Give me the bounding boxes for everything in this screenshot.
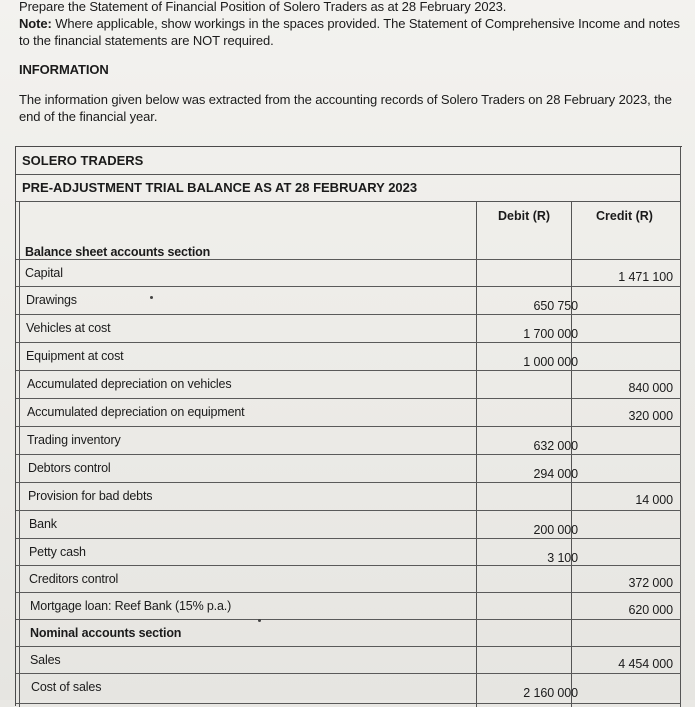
debit-amount: 200 000 (533, 523, 578, 537)
table-row (16, 371, 681, 399)
account-name: Cost of sales (31, 680, 102, 694)
trial-balance-table (15, 146, 682, 706)
table-row (16, 343, 681, 371)
credit-amount: 1 471 100 (618, 270, 673, 284)
debit-amount: 650 750 (533, 299, 578, 313)
account-name: Provision for bad debts (28, 489, 153, 503)
instruction-line: Prepare the Statement of Financial Position of Solero Traders as at 28 February 2023. (19, 0, 507, 14)
account-name: Bank (29, 517, 57, 531)
table-row (16, 427, 681, 455)
note-text: Where applicable, show workings in the spaces provided. The Statement of Comprehensive Income and notes to the financial statements are NOT required. (19, 16, 680, 48)
debit-amount: 632 000 (533, 439, 578, 453)
debit-amount: 2 160 000 (523, 686, 578, 700)
table-row (16, 260, 681, 287)
credit-amount: 620 000 (628, 603, 673, 617)
note-label: Note: (19, 16, 52, 31)
account-name: Capital (25, 266, 63, 280)
table-row (16, 233, 681, 260)
credit-amount: 320 000 (628, 409, 673, 423)
credit-amount: 4 454 000 (618, 657, 673, 671)
account-name: Accumulated depreciation on equipment (27, 405, 245, 419)
credit-amount: 840 000 (628, 381, 673, 395)
account-name: Balance sheet accounts section (25, 245, 211, 259)
table-row (16, 315, 681, 343)
table-row (16, 566, 681, 593)
account-name: Vehicles at cost (26, 321, 111, 335)
account-name: Sales (30, 653, 61, 667)
table-row (16, 455, 681, 483)
credit-header: Credit (R) (596, 209, 653, 223)
table-row (16, 620, 681, 647)
table-row (16, 511, 681, 539)
debit-header: Debit (R) (498, 209, 551, 223)
debit-amount: 1 700 000 (523, 327, 578, 341)
account-name: Accumulated depreciation on vehicles (27, 377, 232, 391)
information-text: The information given below was extracted from the accounting records of Solero Traders on 28 February 2023, the end of the financial year. (19, 92, 672, 124)
table-row (16, 287, 681, 315)
account-name: Debtors control (28, 461, 111, 475)
column-header-row (16, 204, 681, 234)
table-row (16, 483, 681, 511)
account-name: Equipment at cost (26, 349, 124, 363)
debit-amount: 3 100 (547, 551, 578, 565)
credit-amount: 372 000 (628, 576, 673, 590)
account-name: Drawings (26, 293, 77, 307)
account-name: Mortgage loan: Reef Bank (15% p.a.) (30, 599, 232, 613)
table-row (16, 399, 681, 427)
account-name: Trading inventory (27, 433, 121, 447)
pen-mark (258, 619, 261, 622)
note-paragraph (19, 15, 687, 49)
account-name: Creditors control (29, 572, 119, 586)
table-row (16, 593, 681, 620)
instructions (19, 0, 687, 49)
table-row (16, 647, 681, 674)
information-heading: INFORMATION (19, 62, 109, 77)
account-name: Nominal accounts section (30, 626, 182, 640)
table-title: PRE-ADJUSTMENT TRIAL BALANCE AS AT 28 FEBRUARY 2023 (16, 175, 681, 202)
credit-amount: 14 000 (635, 493, 673, 507)
table-row (16, 539, 681, 566)
debit-amount: 294 000 (533, 467, 578, 481)
account-name: Petty cash (29, 545, 86, 559)
debit-amount: 1 000 000 (523, 355, 578, 369)
business-name: SOLERO TRADERS (16, 147, 681, 175)
pen-mark (150, 296, 153, 299)
